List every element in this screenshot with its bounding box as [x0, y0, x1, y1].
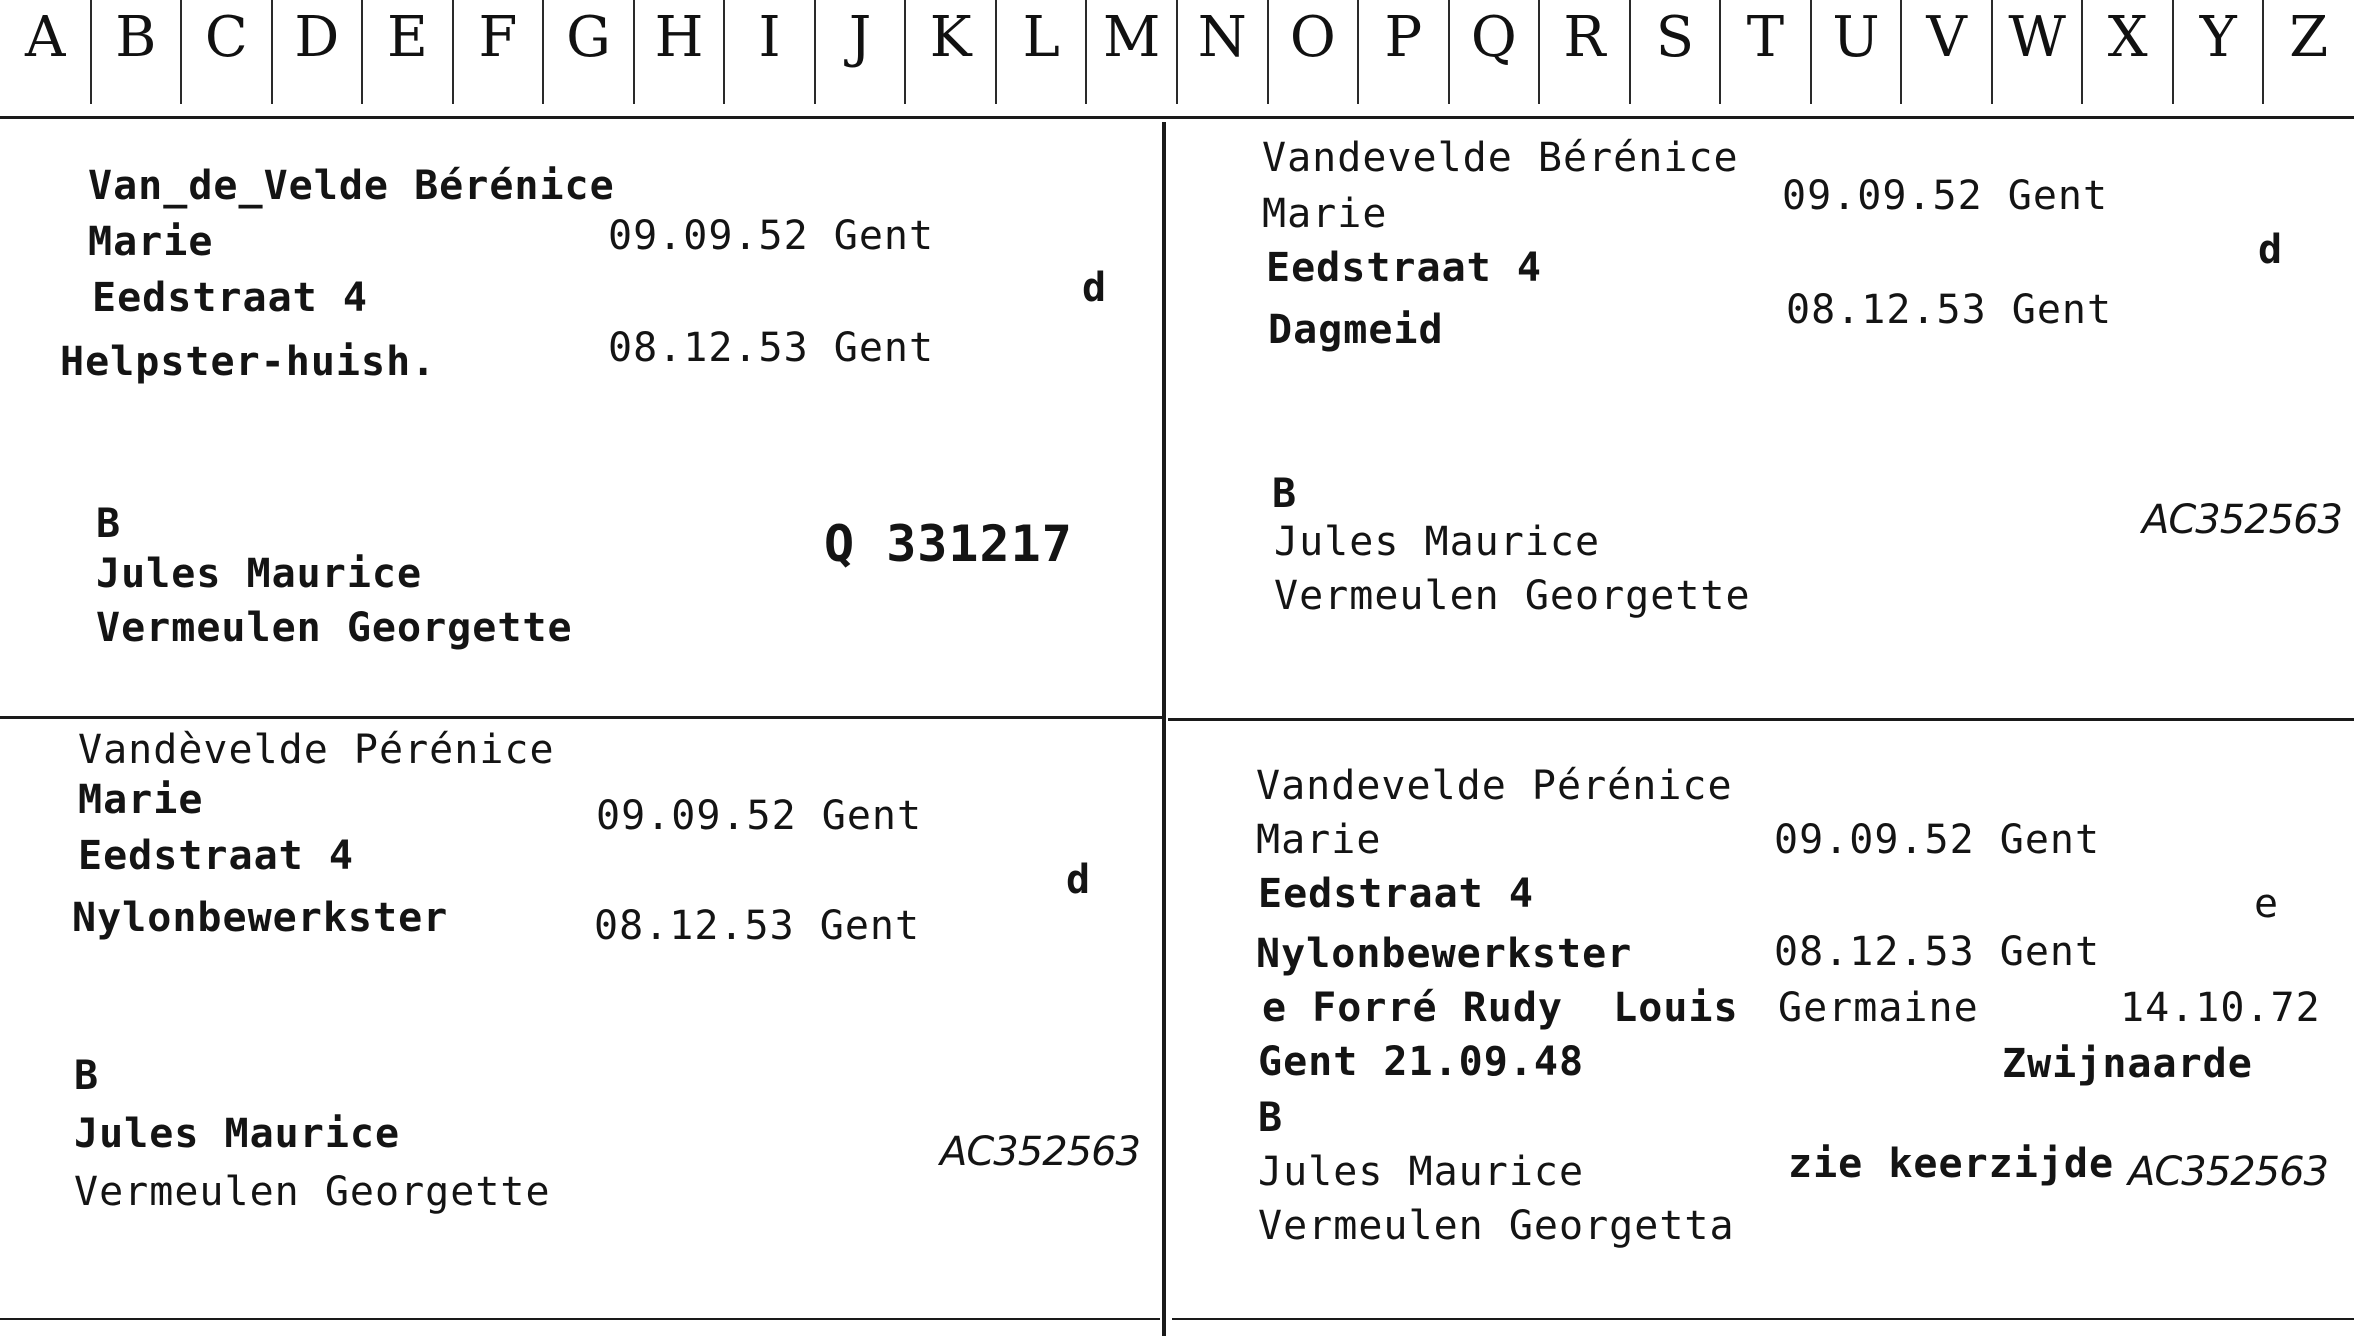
card-parents-label: B [96, 501, 122, 547]
ruler-letter-c: C [204, 5, 248, 70]
ruler-baseline [0, 116, 2354, 119]
card-birth: 09.09.52 Gent [1782, 173, 2109, 219]
card-number: AC352563 [2142, 497, 2342, 543]
ruler-tick [180, 0, 182, 104]
ruler-tick [904, 0, 906, 104]
card-status: d [1082, 265, 1108, 311]
ruler-tick [2172, 0, 2174, 104]
card-divider-horizontal-left [0, 716, 1162, 719]
card-divider-horizontal-right [1168, 718, 2354, 721]
ruler-tick [1085, 0, 1087, 104]
ruler-letter-d: D [294, 5, 340, 70]
card-parents-label: B [74, 1053, 100, 1099]
card-name: Van_de_Velde Bérénice [88, 163, 615, 209]
ruler-tick [542, 0, 544, 104]
ruler-tick [1176, 0, 1178, 104]
card-mother: Vermeulen Georgetta [1258, 1203, 1735, 1249]
ruler-letter-p: P [1384, 5, 1423, 70]
ruler-letter-r: R [1563, 5, 1606, 70]
card-event: 08.12.53 Gent [594, 903, 921, 949]
ruler-tick [452, 0, 454, 104]
ruler-tick [1629, 0, 1631, 104]
card-spouse-birth: Gent 21.09.48 [1258, 1039, 1585, 1085]
ruler-tick [2081, 0, 2083, 104]
card-address: Eedstraat 4 [92, 275, 368, 321]
ruler-letter-w: W [2008, 5, 2066, 70]
card-parents-label: B [1258, 1095, 1284, 1141]
card-name: Vandevelde Pérénice [1256, 763, 1733, 809]
ruler-letter-m: M [1103, 5, 1161, 70]
ruler-letter-n: N [1197, 5, 1247, 70]
ruler-letter-h: H [654, 5, 704, 70]
card-first-name: Marie [88, 219, 214, 265]
card-number: AC352563 [2128, 1149, 2328, 1195]
card-note: zie keerzijde [1788, 1141, 2115, 1187]
card-birth: 09.09.52 Gent [608, 213, 935, 259]
card-father: Jules Maurice [96, 551, 423, 597]
card-bottom-border-right [1172, 1318, 2354, 1320]
ruler-letter-o: O [1289, 5, 1336, 70]
card-father: Jules Maurice [1274, 519, 1601, 565]
ruler-letter-e: E [386, 5, 428, 70]
card-mother: Vermeulen Georgette [96, 605, 573, 651]
card-address: Eedstraat 4 [1266, 245, 1542, 291]
ruler-tick [1719, 0, 1721, 104]
ruler-tick [1810, 0, 1812, 104]
ruler-letter-i: I [758, 5, 781, 70]
ruler-letter-q: Q [1470, 5, 1517, 70]
ruler-letter-v: V [1926, 5, 1967, 70]
ruler-tick [1448, 0, 1450, 104]
card-occupation: Nylonbewerkster [1256, 931, 1633, 977]
ruler-letter-b: B [115, 5, 157, 70]
card-event: 08.12.53 Gent [1774, 929, 2101, 975]
card-first-name: Marie [1256, 817, 1382, 863]
card-first-name: Marie [78, 777, 204, 823]
card-occupation: Nylonbewerkster [72, 895, 449, 941]
card-spouse: e Forré Rudy Louis [1262, 985, 1739, 1031]
card-parents-label: B [1272, 471, 1298, 517]
card-mother: Vermeulen Georgette [1274, 573, 1751, 619]
ruler-letter-j: J [848, 5, 872, 70]
ruler-letter-t: T [1746, 5, 1785, 70]
ruler-tick [995, 0, 997, 104]
card-mother: Vermeulen Georgette [74, 1169, 551, 1215]
ruler-tick [723, 0, 725, 104]
ruler-tick [2262, 0, 2264, 104]
ruler-letter-u: U [1832, 5, 1880, 70]
ruler-tick [633, 0, 635, 104]
ruler-letter-z: Z [2289, 5, 2329, 70]
ruler-tick [361, 0, 363, 104]
ruler-letter-f: F [478, 5, 518, 70]
ruler-letter-y: Y [2199, 5, 2237, 70]
ruler-letter-s: S [1655, 5, 1695, 70]
ruler-letter-k: K [929, 5, 972, 70]
card-father: Jules Maurice [74, 1111, 401, 1157]
alphabet-ruler [0, 0, 2354, 120]
card-status: e [2254, 881, 2280, 927]
card-name: Vandèvelde Pérénice [78, 727, 555, 773]
card-number: Q 331217 [824, 515, 1073, 573]
card-marriage-place: Zwijnaarde [2002, 1041, 2253, 1087]
card-event: 08.12.53 Gent [608, 325, 935, 371]
card-event: 08.12.53 Gent [1786, 287, 2113, 333]
card-spouse-parent: Germaine [1778, 985, 1979, 1031]
card-number: AC352563 [940, 1129, 1140, 1175]
card-name: Vandevelde Bérénice [1262, 135, 1739, 181]
ruler-letter-g: G [566, 5, 611, 70]
card-father: Jules Maurice [1258, 1149, 1585, 1195]
card-occupation: Dagmeid [1268, 307, 1444, 353]
ruler-tick [814, 0, 816, 104]
card-occupation: Helpster-huish. [60, 339, 437, 385]
card-marriage-date: 14.10.72 [2120, 985, 2321, 1031]
ruler-tick [1900, 0, 1902, 104]
ruler-tick [1538, 0, 1540, 104]
card-first-name: Marie [1262, 191, 1388, 237]
card-divider-vertical [1162, 122, 1166, 1336]
card-address: Eedstraat 4 [1258, 871, 1534, 917]
ruler-tick [271, 0, 273, 104]
ruler-letter-l: L [1022, 5, 1060, 70]
card-bottom-border-left [0, 1318, 1160, 1320]
card-birth: 09.09.52 Gent [1774, 817, 2101, 863]
ruler-tick [90, 0, 92, 104]
card-address: Eedstraat 4 [78, 833, 354, 879]
ruler-tick [1267, 0, 1269, 104]
ruler-letter-a: A [25, 5, 66, 70]
ruler-tick [1357, 0, 1359, 104]
ruler-tick [1991, 0, 1993, 104]
card-birth: 09.09.52 Gent [596, 793, 923, 839]
card-status: d [2258, 227, 2284, 273]
card-status: d [1066, 857, 1092, 903]
ruler-letter-x: X [2107, 5, 2148, 70]
